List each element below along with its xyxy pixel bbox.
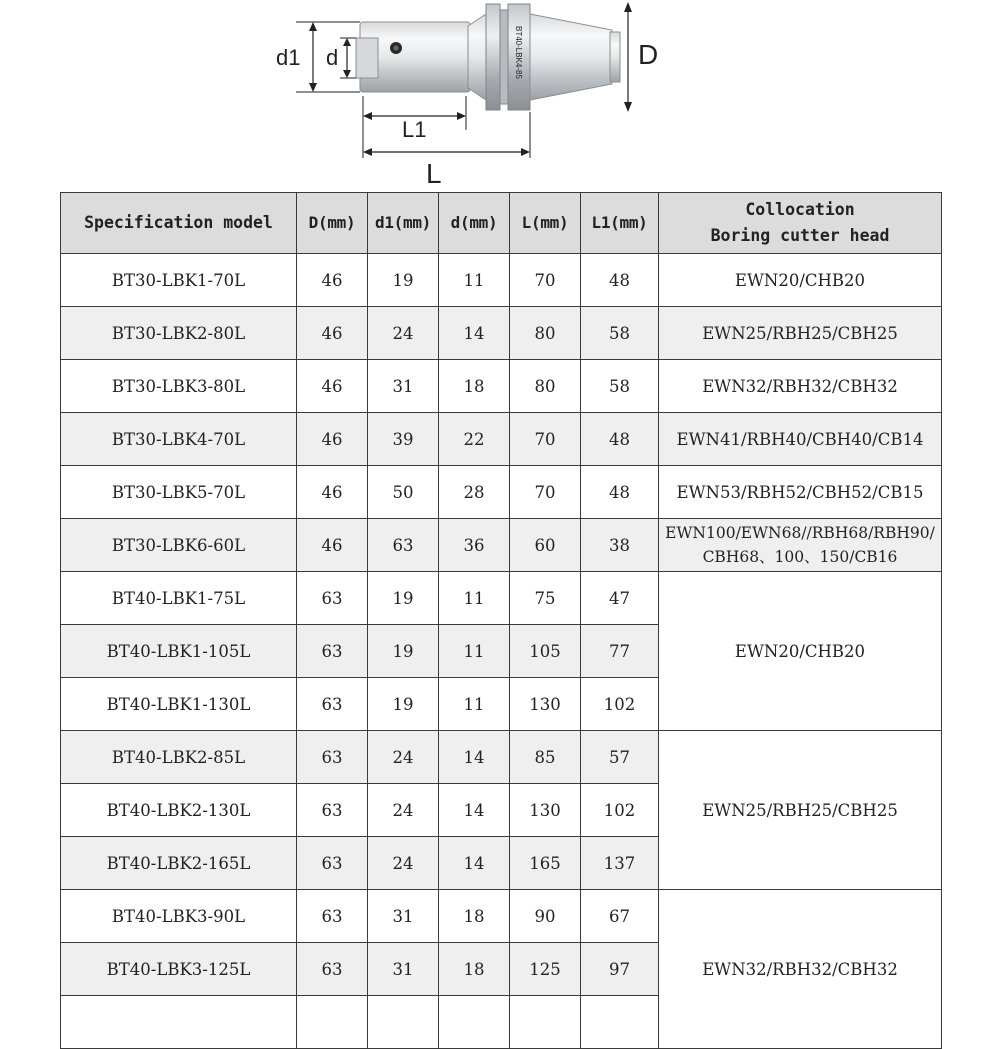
d-arrow-top [343, 38, 351, 46]
cell-collocation-merged: EWN25/RBH25/CBH25 [659, 731, 942, 890]
cell-L1: 102 [581, 678, 659, 731]
header-D: D(mm) [297, 193, 368, 254]
cell-model: BT30-LBK3-80L [61, 360, 297, 413]
cell-model: BT40-LBK1-75L [61, 572, 297, 625]
cell-D: 46 [297, 519, 368, 572]
L1-arrow-left [363, 112, 372, 120]
d-arrow-bottom [343, 70, 351, 78]
cell-d1: 19 [368, 254, 439, 307]
cell-model: BT30-LBK2-80L [61, 307, 297, 360]
cell-L: 70 [510, 254, 581, 307]
neck [468, 14, 486, 100]
header-collocation-line1: Collocation [745, 200, 855, 219]
specification-table [60, 192, 942, 1049]
cell-d: 36 [439, 519, 510, 572]
set-screw-center [394, 46, 399, 51]
cell-L1: 48 [581, 254, 659, 307]
cell-model: BT40-LBK3-125L [61, 943, 297, 996]
cell-L1: 102 [581, 784, 659, 837]
header-L1: L1(mm) [581, 193, 659, 254]
cell-collocation: EWN20/CHB20 [659, 254, 942, 307]
cell-d1: 24 [368, 837, 439, 890]
cell-L: 70 [510, 413, 581, 466]
tool-holder-diagram [0, 0, 1000, 192]
cell-L1: 97 [581, 943, 659, 996]
header-collocation-line2: Boring cutter head [710, 226, 890, 245]
cell-L1: 137 [581, 837, 659, 890]
cell-d1: 19 [368, 625, 439, 678]
tool-holder-drawing [0, 0, 1000, 192]
cell-D: 63 [297, 625, 368, 678]
cell-L: 130 [510, 784, 581, 837]
D-arrow-top [624, 2, 632, 12]
cell-L: 80 [510, 307, 581, 360]
cell-d: 22 [439, 413, 510, 466]
cell-collocation [659, 519, 942, 572]
table-row [61, 307, 942, 360]
cell-L: 125 [510, 943, 581, 996]
cell-L: 105 [510, 625, 581, 678]
cell-L1: 58 [581, 307, 659, 360]
d1-label: d1 [276, 45, 301, 70]
cell-d1: 63 [368, 519, 439, 572]
cell-D: 46 [297, 466, 368, 519]
cell-model: BT40-LBK2-165L [61, 837, 297, 890]
cell-model: BT40-LBK2-130L [61, 784, 297, 837]
cell-D: 63 [297, 890, 368, 943]
cell-collocation: EWN41/RBH40/CBH40/CB14 [659, 413, 942, 466]
cell-D: 46 [297, 254, 368, 307]
cell-d: 11 [439, 678, 510, 731]
cell-d1: 24 [368, 307, 439, 360]
cell-d1: 31 [368, 360, 439, 413]
cell-model: BT40-LBK1-130L [61, 678, 297, 731]
cell-L: 85 [510, 731, 581, 784]
cell-D: 63 [297, 943, 368, 996]
cell-D: 46 [297, 307, 368, 360]
cell-collocation: EWN32/RBH32/CBH32 [659, 360, 942, 413]
cell-L: 80 [510, 360, 581, 413]
cell-d: 18 [439, 890, 510, 943]
D-arrow-bottom [624, 102, 632, 112]
cell-collocation: EWN53/RBH52/CBH52/CB15 [659, 466, 942, 519]
cell-d: 14 [439, 784, 510, 837]
cell-collocation: EWN25/RBH25/CBH25 [659, 307, 942, 360]
cell-collocation-merged: EWN32/RBH32/CBH32 [659, 890, 942, 1049]
L1-label: L1 [402, 117, 427, 142]
table-row [61, 890, 942, 943]
cell-d: 11 [439, 254, 510, 307]
cell-model: BT30-LBK5-70L [61, 466, 297, 519]
d-label: d [326, 45, 339, 70]
table-row [61, 360, 942, 413]
header-specification-model: Specification model [61, 193, 297, 254]
cell-L: 75 [510, 572, 581, 625]
cell-d1: 31 [368, 890, 439, 943]
d1-arrow-top [309, 22, 317, 31]
cell-d1: 24 [368, 784, 439, 837]
table-row [61, 466, 942, 519]
L1-arrow-right [457, 112, 466, 120]
cell-d1: 19 [368, 678, 439, 731]
cell-model: BT40-LBK3-90L [61, 890, 297, 943]
cell-L1: 77 [581, 625, 659, 678]
cell-L1: 58 [581, 360, 659, 413]
cell-model: BT30-LBK4-70L [61, 413, 297, 466]
L-arrow-left [363, 148, 372, 156]
table-header-row [61, 193, 942, 254]
cell-d: 18 [439, 943, 510, 996]
cell-L1: 48 [581, 466, 659, 519]
bore [356, 38, 378, 78]
cell-d: 11 [439, 572, 510, 625]
cell-collocation-line2: CBH68、100、150/CB16 [702, 548, 898, 566]
taper [530, 14, 612, 100]
cell-d1: 39 [368, 413, 439, 466]
cell-D: 46 [297, 413, 368, 466]
flange-left [486, 4, 500, 110]
cell-L1: 48 [581, 413, 659, 466]
L-arrow-right [521, 148, 530, 156]
cell-d1: 31 [368, 943, 439, 996]
d1-arrow-bottom [309, 83, 317, 92]
L-label: L [426, 158, 442, 189]
cell-L: 60 [510, 519, 581, 572]
taper-end [610, 32, 620, 82]
cell-D: 63 [297, 837, 368, 890]
cell-collocation-line1: EWN100/EWN68//RBH68/RBH90/ [665, 524, 935, 542]
cell-L: 130 [510, 678, 581, 731]
cell-L1: 38 [581, 519, 659, 572]
cell-d1: 24 [368, 731, 439, 784]
cell-d: 11 [439, 625, 510, 678]
table-row [61, 572, 942, 625]
cell-model: BT40-LBK1-105L [61, 625, 297, 678]
header-d1: d1(mm) [368, 193, 439, 254]
cell-model: BT30-LBK6-60L [61, 519, 297, 572]
cell-D: 46 [297, 360, 368, 413]
cell-L1: 57 [581, 731, 659, 784]
table-row [61, 731, 942, 784]
D-label: D [638, 39, 659, 70]
cell-D: 63 [297, 572, 368, 625]
cell-collocation-merged: EWN20/CHB20 [659, 572, 942, 731]
cell-d: 28 [439, 466, 510, 519]
table-row [61, 519, 942, 572]
cell-D: 63 [297, 731, 368, 784]
table-row [61, 254, 942, 307]
cell-L: 70 [510, 466, 581, 519]
table-row [61, 413, 942, 466]
cell-d: 14 [439, 731, 510, 784]
engraving-text: BT40-LBK4-85 [514, 26, 523, 79]
cell-d1: 50 [368, 466, 439, 519]
cell-d: 14 [439, 837, 510, 890]
header-L: L(mm) [510, 193, 581, 254]
cell-L: 90 [510, 890, 581, 943]
cell-L: 165 [510, 837, 581, 890]
cell-d: 18 [439, 360, 510, 413]
cell-L1: 67 [581, 890, 659, 943]
cell-D: 63 [297, 784, 368, 837]
cell-model: BT30-LBK1-70L [61, 254, 297, 307]
header-d: d(mm) [439, 193, 510, 254]
header-collocation [659, 193, 942, 254]
cell-model: BT40-LBK2-85L [61, 731, 297, 784]
cell-D: 63 [297, 678, 368, 731]
flange-groove [500, 10, 508, 104]
cell-d1: 19 [368, 572, 439, 625]
cell-d: 14 [439, 307, 510, 360]
cell-L1: 47 [581, 572, 659, 625]
